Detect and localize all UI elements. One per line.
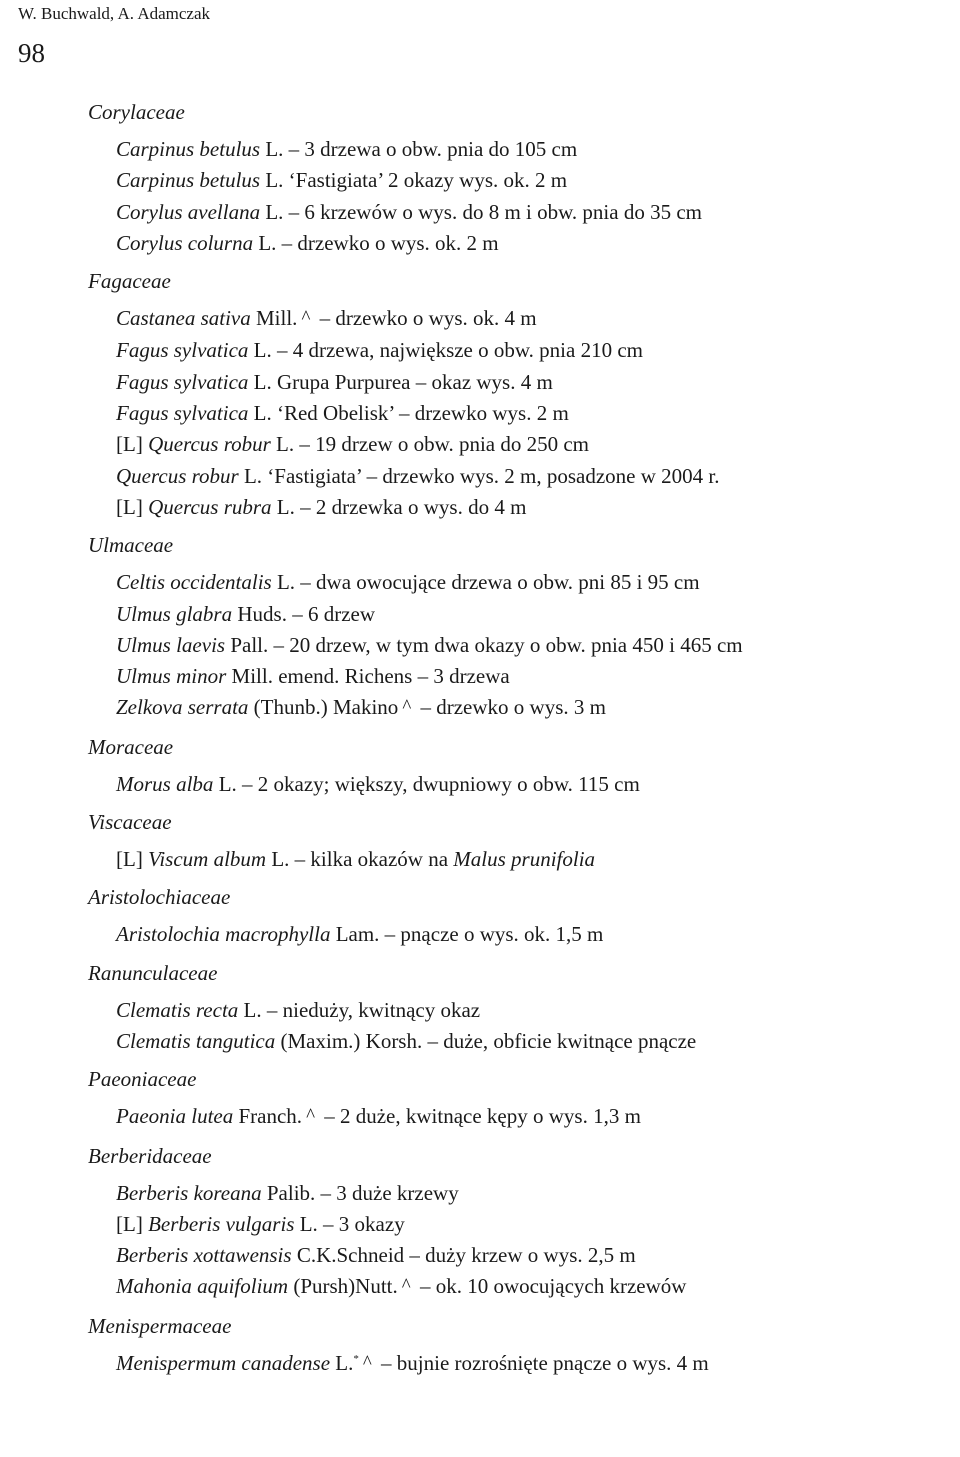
entry-text: C.K.Schneid – duży krzew o wys. 2,5 m [291,1243,636,1268]
entry-text: L. – 19 drzew o obw. pnia do 250 cm [270,432,590,457]
species-name: Mahonia aquifolium [116,1274,289,1299]
species-name: Fagus sylvatica [116,401,249,426]
species-name: Fagus sylvatica [116,338,249,363]
species-name: Ulmus minor [116,664,227,689]
entry-text: Palib. – 3 duże krzewy [261,1180,459,1205]
species-name: Corylus colurna [116,230,254,255]
species-name: Aristolochia macrophylla [116,922,331,947]
family-heading: Berberidaceae [88,1143,212,1168]
entry-text: [L] [116,847,149,872]
entry-text: L. [330,1350,354,1375]
family-heading: Fagaceae [88,269,171,294]
species-name: Clematis recta [116,997,239,1022]
species-entry [88,1240,940,1271]
species-name: Viscum album [148,847,267,872]
species-name: Berberis koreana [116,1180,262,1205]
entry-text: L. ‘Fastigiata’ 2 okazy wys. ok. 2 m [260,168,568,193]
entry-text: Franch. [233,1104,303,1129]
species-entry [88,429,940,460]
family-heading: Corylaceae [88,100,185,124]
caret-mark: ^ [301,307,311,329]
species-entry [88,844,940,875]
entry-text: (Thunb.) Makino [248,695,399,720]
species-name: Castanea sativa [116,306,251,331]
entry-text: [L] [116,1211,149,1236]
species-name: Ulmus glabra [116,601,233,626]
species-entry [88,599,940,630]
entry-text: – 2 duże, kwitnące kępy o wys. 1,3 m [318,1104,641,1129]
species-entry [88,1178,940,1209]
species-entry [88,630,940,661]
species-entry [88,769,940,800]
species-name: Malus prunifolia [453,847,596,872]
species-name: Quercus robur [148,432,271,457]
entry-text: Huds. – 6 drzew [232,601,375,626]
family-heading: Paeoniaceae [88,1067,197,1092]
species-name: Fagus sylvatica [116,369,249,394]
species-entry [88,1271,940,1303]
species-name: Berberis xottawensis [116,1243,292,1268]
caret-mark: ^ [402,696,412,718]
entry-text: L. – kilka okazów na [266,847,454,872]
entry-text: L. – drzewko o wys. ok. 2 m [253,230,499,255]
species-name: Corylus avellana [116,199,261,224]
species-entry [88,367,940,398]
species-entry [88,692,940,724]
family-heading: Menispermaceae [88,1313,232,1338]
species-entry [88,1026,940,1057]
entry-text: (Maxim.) Korsh. – duże, obficie kwitnące pnącze [275,1028,697,1053]
caret-mark: ^ [306,1105,315,1127]
species-name: Quercus robur [116,463,239,488]
page-number: 98 [18,38,45,68]
entry-text: Mill. [250,306,298,331]
species-entry [88,995,940,1026]
entry-text: [L] [116,432,149,457]
species-name: Clematis tangutica [116,1028,276,1053]
species-entry [88,197,940,228]
entry-text: L. – 2 drzewka o wys. do 4 m [271,494,527,519]
caret-mark: ^ [401,1275,411,1297]
entry-text: L. – 3 drzewa o obw. pnia do 105 cm [260,137,578,161]
species-entry [88,919,940,950]
running-head: W. Buchwald, A. Adamczak [18,4,210,23]
family-heading: Ranunculaceae [88,960,218,985]
species-entry [88,398,940,429]
species-entry [88,492,940,523]
entry-text: – bujnie rozrośnięte pnącze o wys. 4 m [375,1350,709,1375]
entry-text: L. ‘Fastigiata’ – drzewko wys. 2 m, posadzone w 2004 r. [238,463,720,488]
species-name: Paeonia lutea [116,1104,234,1129]
species-name: Morus alba [116,771,214,796]
entry-text: Mill. emend. Richens – 3 drzewa [226,664,510,689]
entry-text: L. – nieduży, kwitnący okaz [238,997,481,1022]
species-name: Zelkova serrata [116,695,249,720]
footnote-mark: * [353,1352,359,1365]
species-entry [88,335,940,366]
entry-text: L. – dwa owocujące drzewa o obw. pni 85 i 95 cm [271,570,700,595]
family-heading: Ulmaceae [88,533,174,558]
species-entry [88,228,940,259]
entry-text: L. – 2 okazy; większy, dwupniowy o obw. 115 cm [213,771,640,796]
species-entry [88,165,940,196]
entry-text: L. – 6 krzewów o wys. do 8 m i obw. pnia do 35 cm [260,199,702,224]
entry-text: – drzewko o wys. ok. 4 m [314,306,537,331]
family-heading: Viscaceae [88,810,172,835]
species-list [88,96,940,1380]
entry-text: L. – 3 okazy [294,1211,405,1236]
entry-text: Lam. – pnącze o wys. ok. 1,5 m [330,922,604,947]
species-name: Berberis vulgaris [148,1211,295,1236]
species-entry [88,461,940,492]
species-entry [88,661,940,692]
entry-text: – drzewko o wys. 3 m [415,695,606,720]
entry-text: L. ‘Red Obelisk’ – drzewko wys. 2 m [248,401,569,426]
entry-text: L. – 4 drzewa, największe o obw. pnia 210 cm [248,338,643,363]
species-name: Menispermum canadense [116,1350,331,1375]
family-heading: Moraceae [88,734,174,759]
entry-text: – ok. 10 owocujących krzewów [414,1274,687,1299]
species-entry [88,1101,940,1133]
species-entry [88,303,940,335]
caret-mark: ^ [362,1351,372,1373]
entry-text: L. Grupa Purpurea – okaz wys. 4 m [248,369,553,394]
species-entry [88,1209,940,1240]
species-entry [88,567,940,598]
species-entry [88,1348,940,1380]
species-name: Ulmus laevis [116,632,226,657]
entry-text: [L] [116,494,149,519]
entry-text: (Pursh)Nutt. [288,1274,398,1299]
species-name: Celtis occidentalis [116,570,272,595]
species-entry [88,134,940,165]
species-name: Carpinus betulus [116,137,261,161]
species-name: Quercus rubra [148,494,272,519]
species-name: Carpinus betulus [116,168,261,193]
page-header [18,4,210,68]
family-heading: Aristolochiaceae [88,885,231,910]
entry-text: Pall. – 20 drzew, w tym dwa okazy o obw. pnia 450 i 465 cm [225,632,743,657]
